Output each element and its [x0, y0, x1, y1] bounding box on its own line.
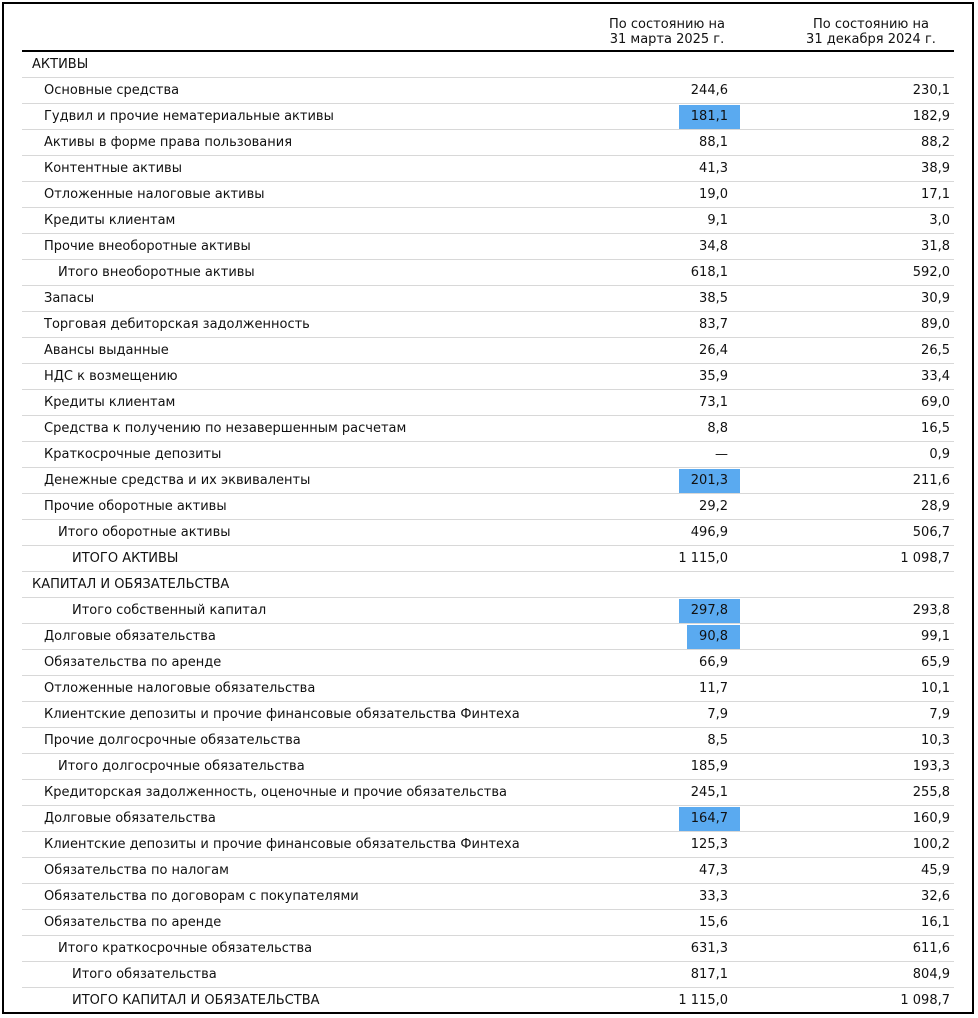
value-march-2025: 41,3 — [699, 161, 728, 176]
row-label: Кредиторская задолженность, оценочные и прочие обязательства — [44, 785, 507, 800]
table-row — [22, 208, 954, 234]
row-label: Прочие долгосрочные обязательства — [44, 733, 301, 748]
row-label: Обязательства по аренде — [44, 915, 222, 930]
value-march-2025: 8,8 — [707, 421, 728, 436]
row-label: Клиентские депозиты и прочие финансовые обязательства Финтеха — [44, 837, 520, 852]
row-label: ИТОГО КАПИТАЛ И ОБЯЗАТЕЛЬСТВА — [72, 993, 320, 1008]
value-december-2024: 32,6 — [921, 889, 950, 904]
value-december-2024: 182,9 — [912, 109, 950, 124]
row-label: НДС к возмещению — [44, 369, 178, 384]
row-label: АКТИВЫ — [32, 57, 89, 72]
row-label: Обязательства по договорам с покупателями — [44, 889, 359, 904]
row-label: Кредиты клиентам — [44, 213, 176, 228]
table-row — [22, 910, 954, 936]
value-december-2024: 193,3 — [912, 759, 950, 774]
value-march-2025: 9,1 — [707, 213, 728, 228]
table-row — [22, 806, 954, 832]
row-label: Прочие внеоборотные активы — [44, 239, 251, 254]
value-december-2024: 30,9 — [921, 291, 950, 306]
row-label: Отложенные налоговые активы — [44, 187, 265, 202]
table-row — [22, 728, 954, 754]
row-label: Авансы выданные — [44, 343, 169, 358]
subtotal-row — [22, 936, 954, 962]
value-december-2024: 100,2 — [912, 837, 950, 852]
table-row — [22, 182, 954, 208]
value-march-2025: 26,4 — [699, 343, 728, 358]
row-label: Торговая дебиторская задолженность — [44, 317, 310, 332]
row-label: Средства к получению по незавершенным расчетам — [44, 421, 407, 436]
value-december-2024: 10,3 — [921, 733, 950, 748]
subtotal-row — [22, 260, 954, 286]
table-row — [22, 312, 954, 338]
row-label: Клиентские депозиты и прочие финансовые обязательства Финтеха — [44, 707, 520, 722]
value-march-2025: 245,1 — [690, 785, 728, 800]
row-label: Итого собственный капитал — [72, 603, 267, 618]
table-row — [22, 468, 954, 494]
value-december-2024: 65,9 — [921, 655, 950, 670]
row-label: Краткосрочные депозиты — [44, 447, 222, 462]
value-december-2024: 16,5 — [921, 421, 950, 436]
table-row — [22, 884, 954, 910]
table-row — [22, 780, 954, 806]
row-label: Итого внеоборотные активы — [58, 265, 255, 280]
highlighted-value-march-2025: 164,7 — [679, 807, 740, 831]
value-march-2025: 73,1 — [699, 395, 728, 410]
row-label: Основные средства — [44, 83, 180, 98]
value-march-2025: 15,6 — [699, 915, 728, 930]
row-label: Итого обязательства — [72, 967, 217, 982]
highlighted-value-march-2025: 181,1 — [679, 105, 740, 129]
total-row — [22, 598, 954, 624]
value-december-2024: 89,0 — [921, 317, 950, 332]
value-december-2024: 38,9 — [921, 161, 950, 176]
column-header-december-2024 — [781, 17, 961, 47]
value-december-2024: 7,9 — [929, 707, 950, 722]
table-row — [22, 442, 954, 468]
table-row — [22, 858, 954, 884]
value-march-2025: 35,9 — [699, 369, 728, 384]
value-march-2025: 631,3 — [690, 941, 728, 956]
table-body — [22, 52, 954, 1014]
column-header-line: По состоянию на — [813, 17, 929, 32]
row-label: Кредиты клиентам — [44, 395, 176, 410]
value-march-2025: 88,1 — [699, 135, 728, 150]
value-december-2024: 69,0 — [921, 395, 950, 410]
row-label: Обязательства по аренде — [44, 655, 222, 670]
row-label: Итого краткосрочные обязательства — [58, 941, 313, 956]
value-december-2024: 28,9 — [921, 499, 950, 514]
section-header-equity-liabilities — [22, 572, 954, 598]
column-header-march-2025 — [577, 17, 757, 47]
highlighted-value-march-2025: 201,3 — [679, 469, 740, 493]
value-march-2025: 817,1 — [690, 967, 728, 982]
table-row — [22, 832, 954, 858]
value-december-2024: 1 098,7 — [900, 551, 950, 566]
table-row — [22, 364, 954, 390]
table-row — [22, 338, 954, 364]
value-december-2024: 3,0 — [929, 213, 950, 228]
value-march-2025: 8,5 — [707, 733, 728, 748]
value-march-2025: 33,3 — [699, 889, 728, 904]
value-march-2025: 38,5 — [699, 291, 728, 306]
row-label: ИТОГО АКТИВЫ — [72, 551, 179, 566]
subtotal-row — [22, 754, 954, 780]
value-december-2024: 160,9 — [912, 811, 950, 826]
value-march-2025: 618,1 — [690, 265, 728, 280]
section-header-assets — [22, 52, 954, 78]
value-march-2025: 1 115,0 — [678, 993, 728, 1008]
value-march-2025: 496,9 — [690, 525, 728, 540]
value-december-2024: 211,6 — [912, 473, 950, 488]
total-row — [22, 546, 954, 572]
table-row — [22, 286, 954, 312]
row-label: Гудвил и прочие нематериальные активы — [44, 109, 334, 124]
table-row — [22, 650, 954, 676]
value-december-2024: 804,9 — [912, 967, 950, 982]
value-december-2024: 99,1 — [921, 629, 950, 644]
total-row — [22, 962, 954, 988]
table-row — [22, 234, 954, 260]
value-december-2024: 255,8 — [912, 785, 950, 800]
value-march-2025: 1 115,0 — [678, 551, 728, 566]
row-label: Запасы — [44, 291, 95, 306]
column-header-line: 31 марта 2025 г. — [609, 32, 725, 47]
value-december-2024: 230,1 — [912, 83, 950, 98]
value-march-2025: 185,9 — [690, 759, 728, 774]
value-december-2024: 0,9 — [929, 447, 950, 462]
table-row — [22, 390, 954, 416]
row-label: Денежные средства и их эквиваленты — [44, 473, 311, 488]
value-march-2025: 244,6 — [690, 83, 728, 98]
value-march-2025: 47,3 — [699, 863, 728, 878]
row-label: Контентные активы — [44, 161, 182, 176]
row-label: Итого оборотные активы — [58, 525, 231, 540]
value-december-2024: 506,7 — [912, 525, 950, 540]
row-label: Активы в форме права пользования — [44, 135, 293, 150]
value-march-2025: — — [715, 447, 728, 462]
value-december-2024: 293,8 — [912, 603, 950, 618]
table-row — [22, 104, 954, 130]
table-row — [22, 130, 954, 156]
value-march-2025: 34,8 — [699, 239, 728, 254]
balance-sheet-table — [2, 2, 974, 1014]
row-label: Обязательства по налогам — [44, 863, 229, 878]
value-march-2025: 66,9 — [699, 655, 728, 670]
value-december-2024: 31,8 — [921, 239, 950, 254]
subtotal-row — [22, 520, 954, 546]
total-row — [22, 988, 954, 1014]
table-row — [22, 702, 954, 728]
value-march-2025: 7,9 — [707, 707, 728, 722]
row-label: КАПИТАЛ И ОБЯЗАТЕЛЬСТВА — [32, 577, 230, 592]
highlighted-value-march-2025: 297,8 — [679, 599, 740, 623]
value-december-2024: 17,1 — [921, 187, 950, 202]
value-december-2024: 33,4 — [921, 369, 950, 384]
value-december-2024: 45,9 — [921, 863, 950, 878]
value-december-2024: 10,1 — [921, 681, 950, 696]
value-march-2025: 19,0 — [699, 187, 728, 202]
row-label: Отложенные налоговые обязательства — [44, 681, 316, 696]
value-december-2024: 611,6 — [912, 941, 950, 956]
table-row — [22, 416, 954, 442]
table-row — [22, 624, 954, 650]
value-december-2024: 1 098,7 — [900, 993, 950, 1008]
row-label: Долговые обязательства — [44, 811, 216, 826]
table-row — [22, 676, 954, 702]
value-december-2024: 16,1 — [921, 915, 950, 930]
value-december-2024: 592,0 — [912, 265, 950, 280]
value-december-2024: 88,2 — [921, 135, 950, 150]
table-row — [22, 156, 954, 182]
row-label: Долговые обязательства — [44, 629, 216, 644]
column-header-line: По состоянию на — [609, 17, 725, 32]
highlighted-value-march-2025: 90,8 — [687, 625, 740, 649]
value-march-2025: 83,7 — [699, 317, 728, 332]
row-label: Итого долгосрочные обязательства — [58, 759, 305, 774]
table-header — [22, 14, 954, 52]
value-december-2024: 26,5 — [921, 343, 950, 358]
value-march-2025: 29,2 — [699, 499, 728, 514]
column-header-line: 31 декабря 2024 г. — [806, 32, 936, 47]
table-row — [22, 78, 954, 104]
value-march-2025: 125,3 — [690, 837, 728, 852]
row-label: Прочие оборотные активы — [44, 499, 227, 514]
table-row — [22, 494, 954, 520]
value-march-2025: 11,7 — [699, 681, 728, 696]
